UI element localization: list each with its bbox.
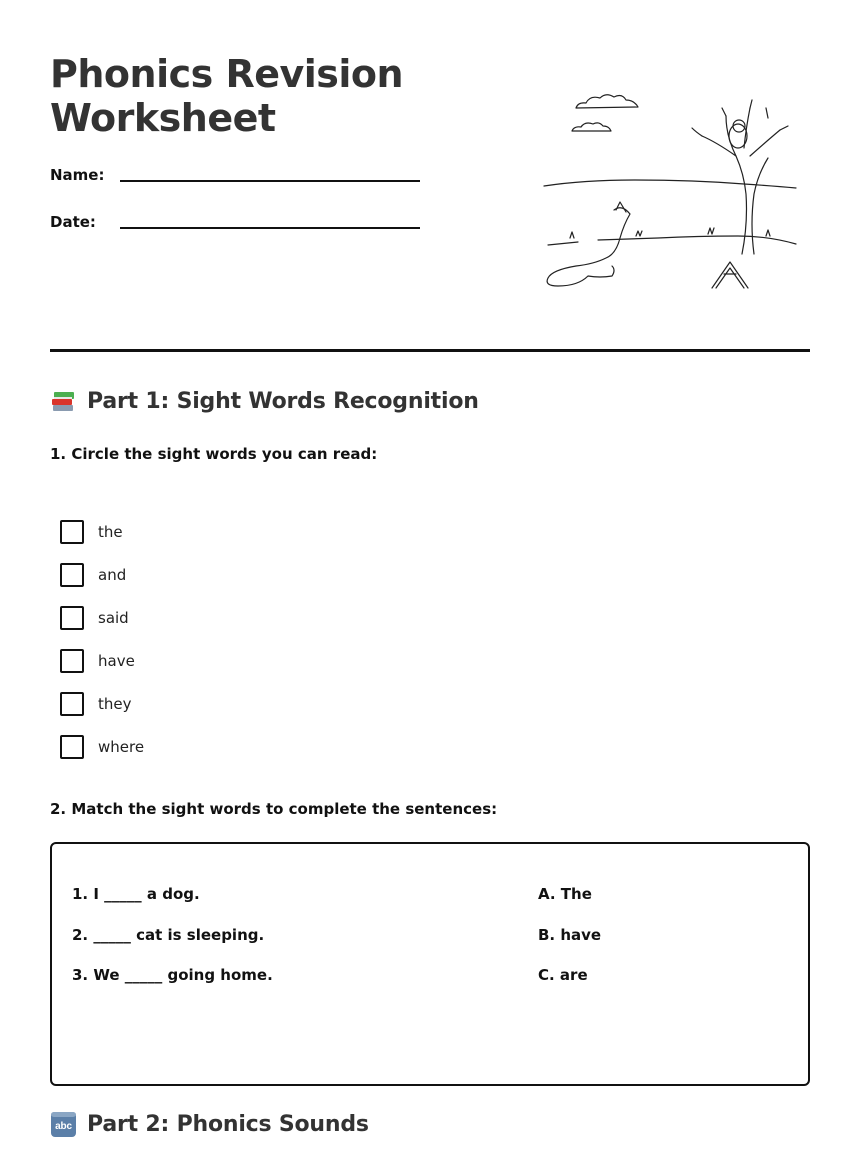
sight-word-label: the (98, 522, 123, 541)
answer-item: A. The (538, 885, 592, 903)
abc-icon (50, 1111, 77, 1138)
sight-word-item[interactable] (60, 639, 144, 682)
matching-box (50, 842, 810, 1086)
title-line-1: Phonics Revision (50, 52, 404, 96)
books-icon (50, 388, 77, 415)
sentence-item: 2. _____ cat is sleeping. (72, 925, 265, 944)
cloud-icon (572, 123, 611, 131)
sight-word-item[interactable] (60, 596, 144, 639)
section-divider (50, 349, 810, 352)
sight-word-label: and (98, 565, 127, 584)
answer-list (538, 882, 601, 1004)
checkbox[interactable] (60, 606, 84, 630)
sight-word-item[interactable] (60, 510, 144, 553)
checkbox[interactable] (60, 692, 84, 716)
part1-heading (50, 388, 479, 415)
checkbox[interactable] (60, 649, 84, 673)
sight-word-item[interactable] (60, 553, 144, 596)
answer-item: B. have (538, 925, 602, 944)
sight-word-label: said (98, 608, 129, 627)
sight-word-label: they (98, 694, 132, 713)
svg-text:abc: abc (55, 1121, 72, 1132)
answer-item: C. are (538, 966, 588, 984)
checkbox[interactable] (60, 520, 84, 544)
name-label: Name: (50, 166, 105, 184)
sight-word-list (60, 510, 144, 768)
name-input-line[interactable] (120, 180, 420, 182)
page-title (50, 52, 403, 140)
part1-heading-text: Part 1: Sight Words Recognition (87, 389, 479, 414)
outback-illustration (540, 88, 810, 300)
part2-heading (50, 1111, 369, 1138)
cloud-icon (576, 95, 638, 108)
date-input-line[interactable] (120, 227, 420, 229)
question-1: 1. Circle the sight words you can read: (50, 445, 378, 463)
sight-word-label: have (98, 651, 135, 670)
sight-word-label: where (98, 737, 145, 756)
date-field-row (50, 213, 430, 237)
checkbox[interactable] (60, 563, 84, 587)
date-label: Date: (50, 213, 96, 231)
sentence-item: 1. I _____ a dog. (72, 885, 200, 903)
title-line-2: Worksheet (50, 96, 276, 140)
question-2: 2. Match the sight words to complete the sentences: (50, 800, 498, 818)
sight-word-item[interactable] (60, 682, 144, 725)
sentence-list (72, 882, 273, 1004)
sentence-item: 3. We _____ going home. (72, 966, 273, 984)
name-field-row (50, 166, 430, 190)
sight-word-item[interactable] (60, 725, 144, 768)
checkbox[interactable] (60, 735, 84, 759)
part2-heading-text: Part 2: Phonics Sounds (87, 1112, 369, 1137)
